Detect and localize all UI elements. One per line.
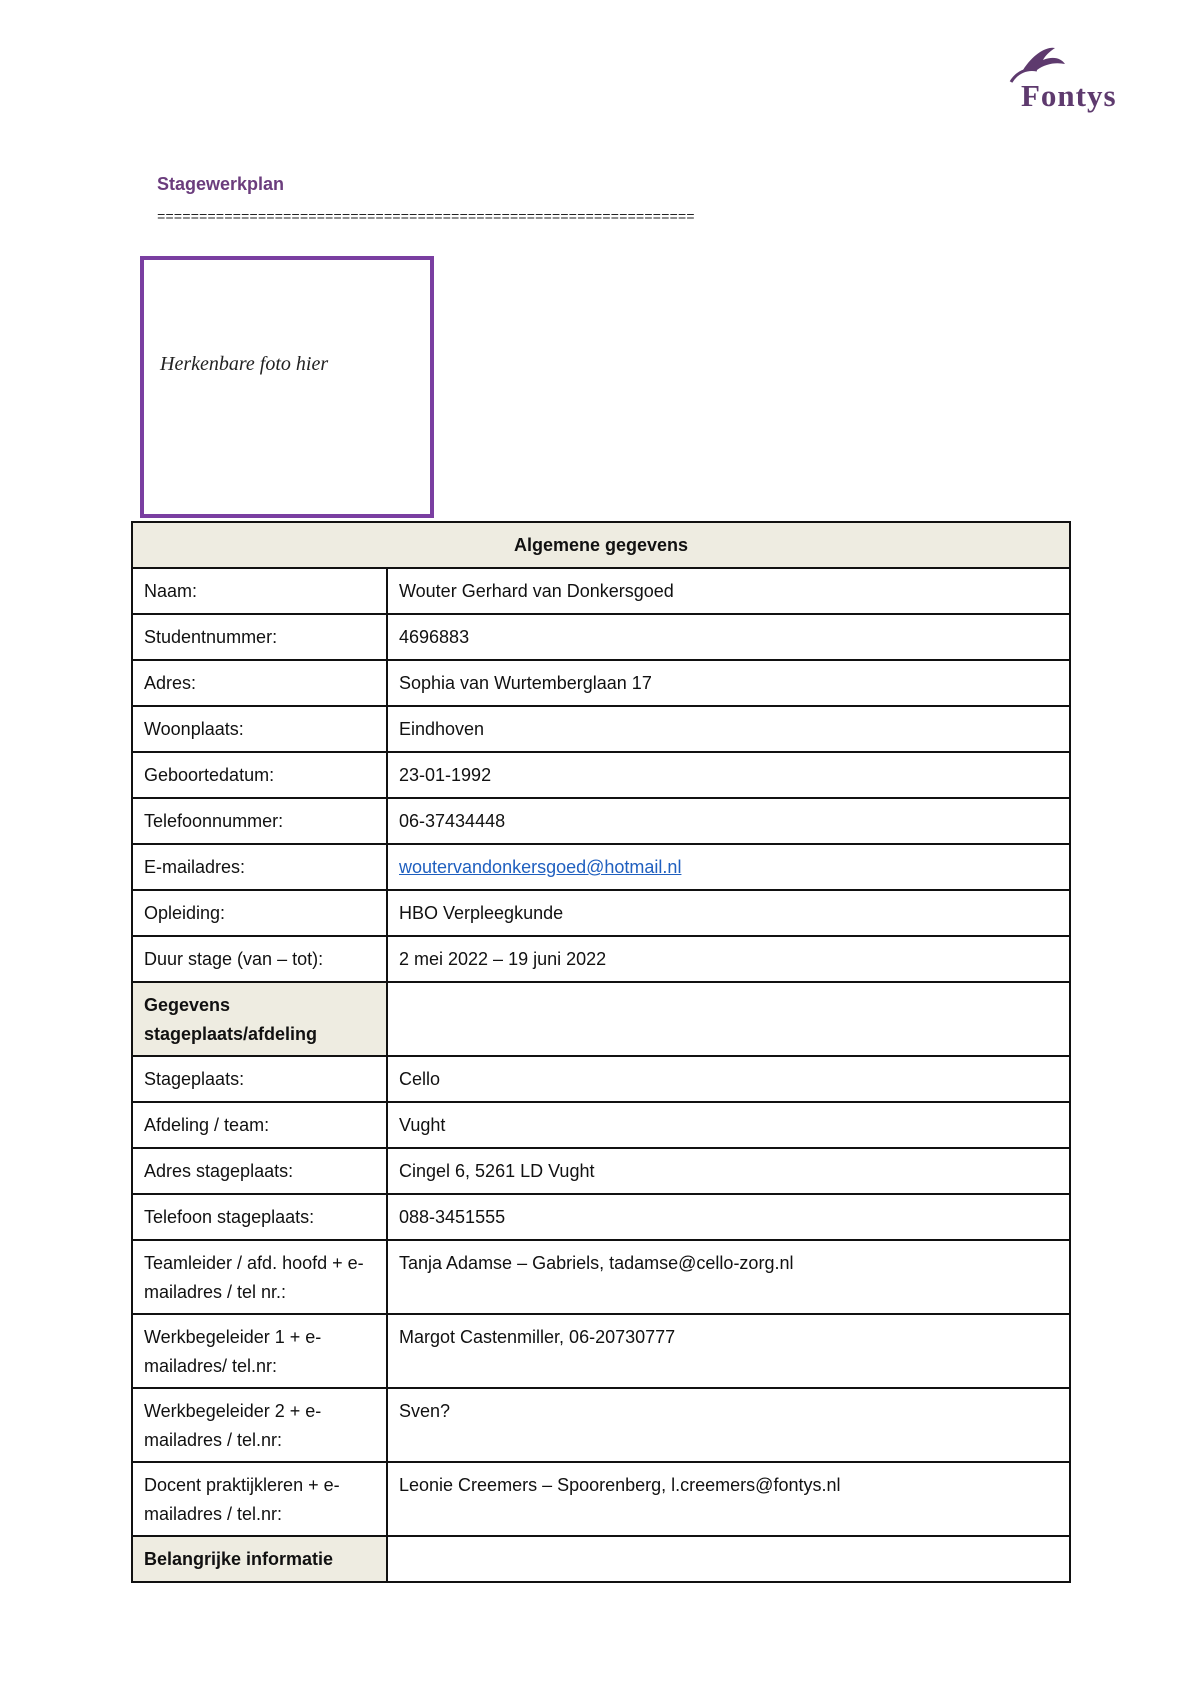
- table-row: [132, 1314, 1070, 1388]
- section-label: Belangrijke informatie: [132, 1536, 387, 1582]
- row-value: [387, 982, 1070, 1056]
- row-label: Docent praktijkleren + e-mailadres / tel.nr:: [132, 1462, 387, 1536]
- row-label: Adres:: [132, 660, 387, 706]
- row-value: Wouter Gerhard van Donkersgoed: [387, 568, 1070, 614]
- row-value: Leonie Creemers – Spoorenberg, l.creemers@fontys.nl: [387, 1462, 1070, 1536]
- table-row: [132, 1388, 1070, 1462]
- row-value: HBO Verpleegkunde: [387, 890, 1070, 936]
- row-label: Opleiding:: [132, 890, 387, 936]
- table-header: Algemene gegevens: [132, 522, 1070, 568]
- separator-line: ================================================================: [157, 210, 695, 226]
- row-value: 06-37434448: [387, 798, 1070, 844]
- row-value: Cingel 6, 5261 LD Vught: [387, 1148, 1070, 1194]
- row-value: 4696883: [387, 614, 1070, 660]
- section-row: [132, 982, 1070, 1056]
- table-row: [132, 614, 1070, 660]
- fontys-logo: [1003, 42, 1143, 114]
- row-value: 088-3451555: [387, 1194, 1070, 1240]
- row-label: Telefoon stageplaats:: [132, 1194, 387, 1240]
- row-value: [387, 844, 1070, 890]
- row-label: Studentnummer:: [132, 614, 387, 660]
- table-row: [132, 752, 1070, 798]
- row-value: Cello: [387, 1056, 1070, 1102]
- document-title: Stagewerkplan: [157, 174, 285, 194]
- row-value: Sophia van Wurtemberglaan 17: [387, 660, 1070, 706]
- table-row: [132, 1056, 1070, 1102]
- section-row: [132, 1536, 1070, 1582]
- row-label: Geboortedatum:: [132, 752, 387, 798]
- row-label: Woonplaats:: [132, 706, 387, 752]
- table-row: [132, 890, 1070, 936]
- photo-label: Herkenbare foto hier: [160, 353, 329, 375]
- section-label: Gegevens stageplaats/afdeling: [132, 982, 387, 1056]
- row-value: Tanja Adamse – Gabriels, tadamse@cello-zorg.nl: [387, 1240, 1070, 1314]
- row-value: Vught: [387, 1102, 1070, 1148]
- table-row: [132, 1148, 1070, 1194]
- row-label: Naam:: [132, 568, 387, 614]
- row-label: Werkbegeleider 1 + e-mailadres/ tel.nr:: [132, 1314, 387, 1388]
- logo-text: Fontys: [1021, 78, 1117, 113]
- table-header-row: [132, 522, 1070, 568]
- table-row: [132, 1462, 1070, 1536]
- table-row: [132, 936, 1070, 982]
- row-label: Werkbegeleider 2 + e-mailadres / tel.nr:: [132, 1388, 387, 1462]
- table-row: [132, 844, 1070, 890]
- row-label: E-mailadres:: [132, 844, 387, 890]
- table-row: [132, 798, 1070, 844]
- row-value: Eindhoven: [387, 706, 1070, 752]
- row-value: 23-01-1992: [387, 752, 1070, 798]
- row-label: Stageplaats:: [132, 1056, 387, 1102]
- row-label: Teamleider / afd. hoofd + e-mailadres / tel nr.:: [132, 1240, 387, 1314]
- row-value: [387, 1536, 1070, 1582]
- row-label: Telefoonnummer:: [132, 798, 387, 844]
- table-row: [132, 706, 1070, 752]
- general-info-table: [131, 521, 1071, 1583]
- table-row: [132, 1240, 1070, 1314]
- row-value: Margot Castenmiller, 06-20730777: [387, 1314, 1070, 1388]
- row-value: 2 mei 2022 – 19 juni 2022: [387, 936, 1070, 982]
- table-row: [132, 1102, 1070, 1148]
- photo-placeholder: [140, 256, 434, 518]
- row-label: Afdeling / team:: [132, 1102, 387, 1148]
- row-label: Duur stage (van – tot):: [132, 936, 387, 982]
- row-value: Sven?: [387, 1388, 1070, 1462]
- table-row: [132, 568, 1070, 614]
- row-label: Adres stageplaats:: [132, 1148, 387, 1194]
- table-row: [132, 1194, 1070, 1240]
- table-row: [132, 660, 1070, 706]
- email-link[interactable]: woutervandonkersgoed@hotmail.nl: [399, 857, 682, 877]
